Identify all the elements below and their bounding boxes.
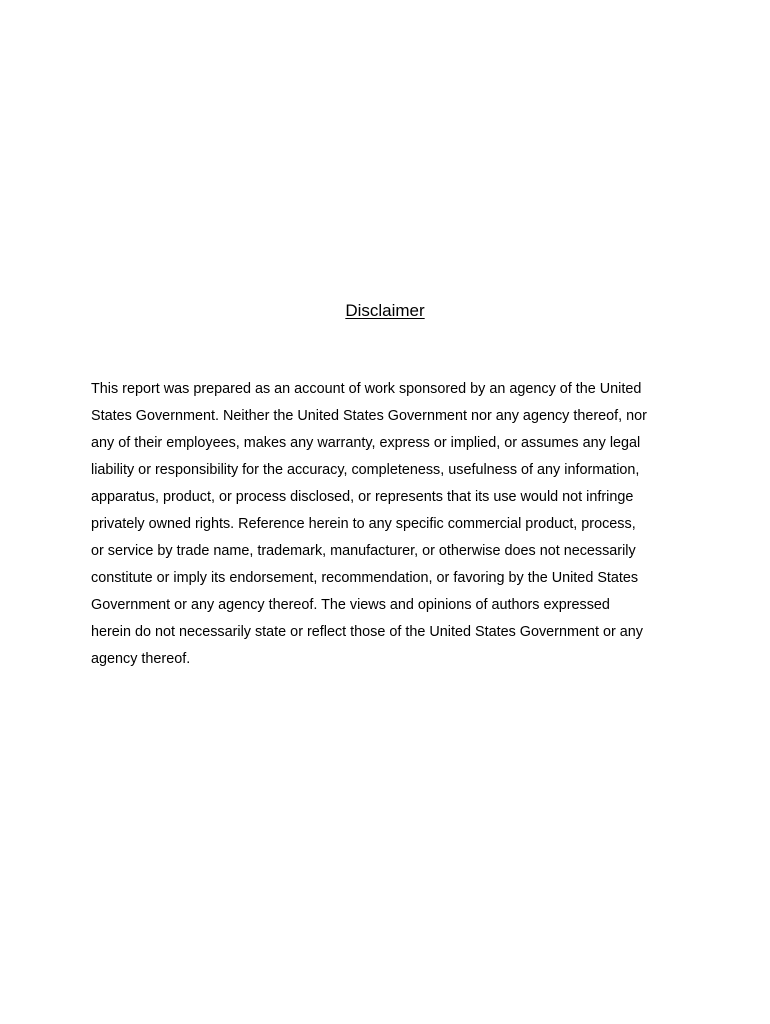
paragraph-line: Government or any agency thereof. The views and opinions of authors expressed: [91, 597, 610, 613]
paragraph-line: This report was prepared as an account of work sponsored by an agency of the United: [91, 381, 642, 397]
paragraph-line: apparatus, product, or process disclosed, or represents that its use would not infringe: [91, 489, 634, 505]
paragraph-line: privately owned rights. Reference herein to any specific commercial product, process,: [91, 516, 636, 532]
paragraph-line: agency thereof.: [91, 651, 191, 667]
paragraph-line: or service by trade name, trademark, manufacturer, or otherwise does not necessarily: [91, 543, 636, 559]
paragraph-line: States Government. Neither the United States Government nor any agency thereof, nor: [91, 408, 647, 424]
paragraph-line: any of their employees, makes any warranty, express or implied, or assumes any legal: [91, 435, 641, 451]
paragraph-line: liability or responsibility for the accuracy, completeness, usefulness of any information,: [91, 462, 640, 478]
paragraph-line: herein do not necessarily state or reflect those of the United States Government or any: [91, 624, 643, 640]
paragraph-line: constitute or imply its endorsement, recommendation, or favoring by the United States: [91, 570, 639, 586]
page-title: Disclaimer: [345, 301, 425, 320]
disclaimer-paragraph: [91, 376, 691, 673]
